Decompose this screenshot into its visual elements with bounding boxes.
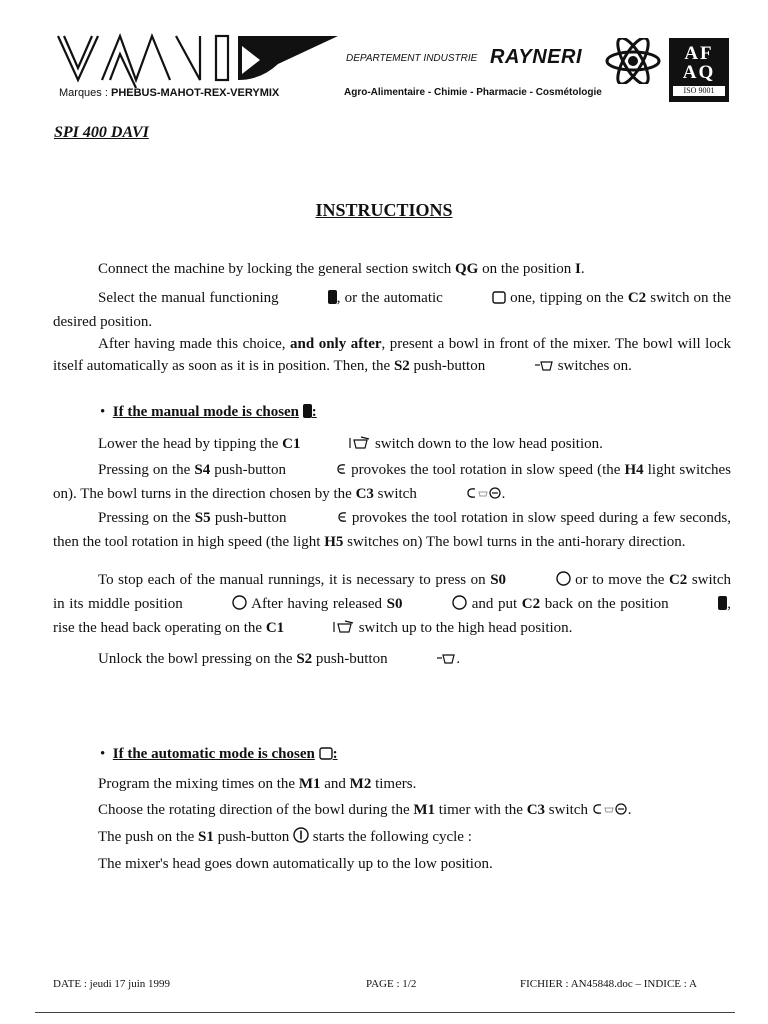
automatic-mode-heading: • If the automatic mode is chosen : — [100, 746, 338, 765]
paragraph-bowl: After having made this choice, and only after, present a bowl in front of the mixer. The bowl will lock itself automatically as soon as it is in position. Then, the S2 push-button switches on. — [53, 333, 731, 379]
paragraph-unlock: Unlock the bowl pressing on the S2 push-button . — [53, 648, 731, 672]
vmi-logo — [56, 30, 338, 88]
paragraph-connect: Connect the machine by locking the general section switch QG on the position I. — [98, 261, 585, 277]
model-name: SPI 400 DAVI — [54, 124, 149, 141]
afaq-cert-logo — [669, 38, 729, 102]
footer-date: DATE : jeudi 17 juin 1999 — [53, 978, 171, 990]
bowl-pushbutton-icon — [489, 357, 554, 379]
iso-label: ISO 9001 — [673, 86, 725, 96]
paragraph-start-cycle: The push on the S1 push-button starts the following cycle : — [98, 826, 731, 850]
manual-mode-heading: • If the manual mode is chosen : — [100, 404, 317, 423]
automatic-mode-icon — [447, 289, 506, 311]
footer-divider — [35, 1012, 735, 1013]
automatic-mode-icon — [319, 747, 333, 765]
afaq-letters: AFAQ — [682, 43, 716, 83]
company-name: RAYNERI — [490, 46, 583, 68]
footer-page: PAGE : 1/2 — [366, 978, 417, 990]
paragraph-head-down: The mixer's head goes down automatically up to the low position. — [98, 856, 493, 872]
head-switch-icon — [288, 619, 355, 641]
footer-file: FICHIER : AN45848.doc – INDICE : A — [520, 978, 697, 990]
stop-button-icon — [511, 571, 571, 593]
start-button-icon — [293, 827, 309, 850]
page-title: INSTRUCTIONS — [315, 200, 453, 220]
bowl-pushbutton-icon — [391, 650, 456, 672]
paragraph-lower-head: Lower the head by tipping the C1 switch down to the low head position. — [53, 433, 731, 457]
direction-switch-icon — [421, 485, 502, 507]
paragraph-program: Program the mixing times on the M1 and M2 timers. — [98, 776, 417, 792]
stop-button-icon — [407, 595, 467, 617]
paragraph-stop: To stop each of the manual runnings, it is necessary to press on S0 or to move the C2 switch in its middle position After having released S0 and put C2 back on the position , rise the head back operating on the C1 switch up to the high head position. — [53, 569, 731, 641]
paragraph-s5: Pressing on the S5 push-button provokes the tool rotation in slow speed during a few seconds, then the tool rotation in high speed (the light H5 switches on) The bowl turns in the anti-horary direction. — [53, 510, 731, 550]
atom-logo-icon — [604, 38, 662, 84]
manual-mode-icon — [303, 404, 312, 423]
brands-list: PHEBUS-MAHOT-REX-VERYMIX — [110, 87, 280, 99]
head-switch-icon — [304, 435, 371, 457]
manual-mode-icon — [283, 289, 337, 311]
rotation-icon — [290, 461, 347, 483]
middle-position-icon — [187, 595, 247, 617]
paragraph-s4: Pressing on the S4 push-button provokes the tool rotation in slow speed (the H4 light switches on). The bowl turns in the direction chosen by the C3 switch . — [53, 459, 731, 507]
direction-switch-icon — [592, 801, 628, 823]
brands-line: Marques : PHEBUS-MAHOT-REX-VERYMIX — [59, 87, 280, 99]
paragraph-direction: Choose the rotating direction of the bowl during the M1 timer with the C3 switch . — [98, 799, 731, 823]
sectors-line: Agro-Alimentaire - Chimie - Pharmacie - Cosmétologie — [344, 87, 602, 98]
paragraph-select-mode: Select the manual functioning , or the automatic one, tipping on the C2 switch on the desired position. — [53, 290, 732, 330]
rotation-icon — [291, 509, 348, 531]
manual-mode-icon — [673, 595, 727, 617]
department-label: DEPARTEMENT INDUSTRIE — [346, 53, 478, 64]
